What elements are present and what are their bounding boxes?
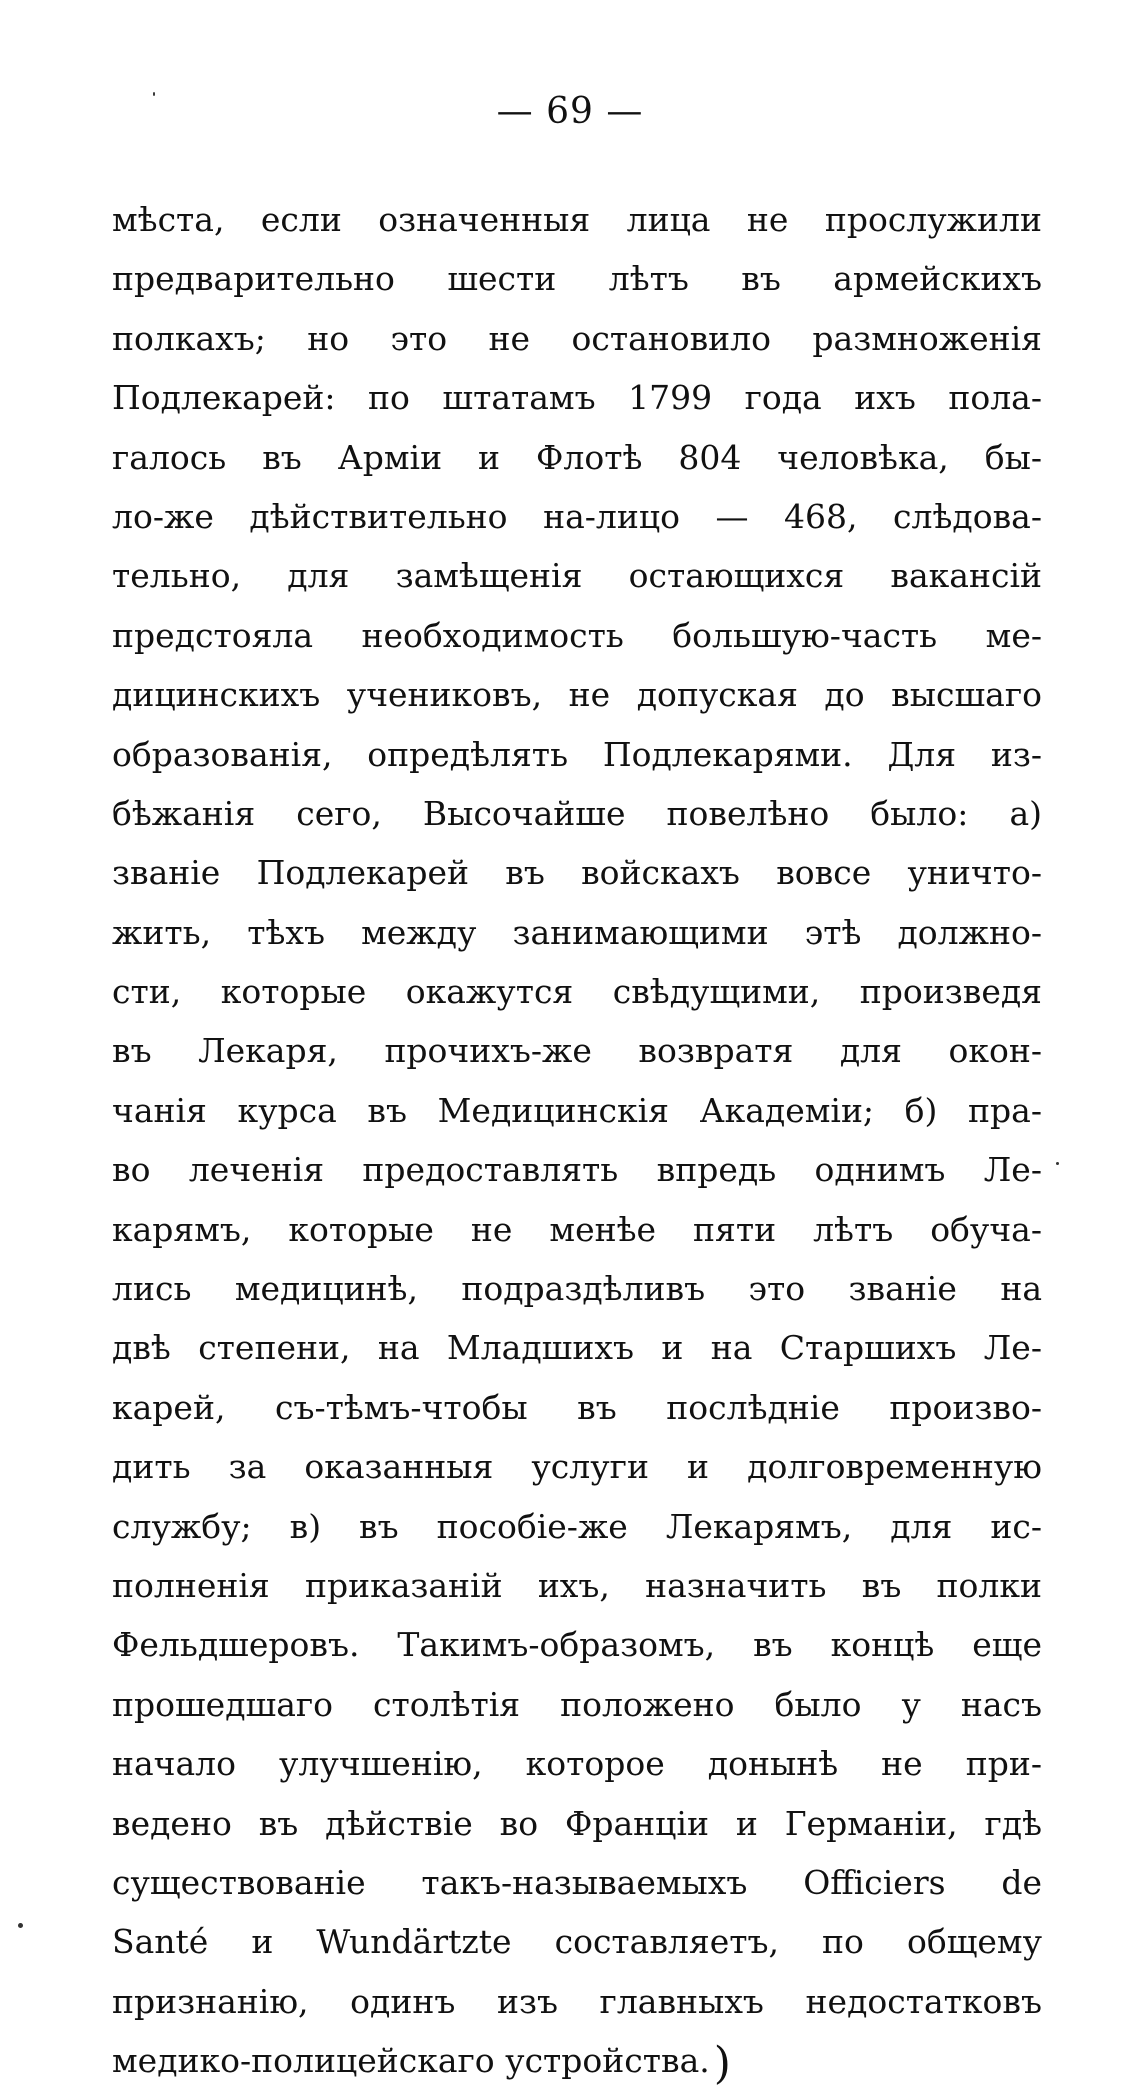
body-text: [112, 190, 1042, 2091]
scan-speck: [153, 92, 155, 96]
text-line: дицинскихъ учениковъ, не допуская до высшаго: [112, 675, 1042, 715]
text-line: Подлекарей: по штатамъ 1799 года ихъ пола-: [112, 378, 1042, 418]
text-line: лись медицинѣ, подраздѣливъ это званіе на: [112, 1269, 1042, 1309]
text-line: предстояла необходимость большую-часть ме-: [112, 615, 1042, 655]
text-line: признанію, одинъ изъ главныхъ недостатковъ: [112, 1981, 1042, 2021]
text-line: карямъ, которые не менѣе пяти лѣтъ обуча-: [112, 1209, 1042, 1249]
text-line: Santé и Wundärtzte составляетъ, по общему: [112, 1922, 1042, 1962]
text-line: начало улучшенію, которое донынѣ не при-: [112, 1744, 1042, 1784]
text-line: существованіе такъ-называемыхъ Officiers de: [112, 1862, 1042, 1902]
page-number: — 69 —: [496, 91, 644, 132]
final-line-text: медико-полицейскаго устройства.: [112, 2041, 710, 2081]
text-line: дить за оказанныя услуги и долговременную: [112, 1447, 1042, 1487]
text-line: ведено въ дѣйствіе во Франціи и Германіи, гдѣ: [112, 1803, 1042, 1843]
text-line: званіе Подлекарей въ войскахъ вовсе уничто-: [112, 853, 1042, 893]
text-line: чанія курса въ Медицинскія Академіи; б) пра-: [112, 1090, 1042, 1130]
text-line: тельно, для замѣщенія остающихся вакансій: [112, 556, 1042, 596]
footnote-closing-mark: ): [713, 2038, 731, 2090]
text-line: сти, которые окажутся свѣдущими, произведя: [112, 972, 1042, 1012]
text-line: образованія, опредѣлять Подлекарями. Для из-: [112, 734, 1042, 774]
scan-speck: [1056, 1162, 1059, 1165]
text-line: мѣста, если означенныя лица не прослужили: [112, 200, 1042, 239]
text-line-final: [112, 2031, 1042, 2090]
text-line: въ Лекаря, прочихъ-же возвратя для окон-: [112, 1031, 1042, 1071]
text-line: жить, тѣхъ между занимающими этѣ должно-: [112, 912, 1042, 952]
text-line: предварительно шести лѣтъ въ армейскихъ: [112, 259, 1042, 299]
text-line: во леченія предоставлять впредь однимъ Ле-: [112, 1150, 1042, 1190]
scan-speck: [18, 1923, 23, 1928]
text-line: прошедшаго столѣтія положено было у насъ: [112, 1684, 1042, 1724]
text-line: галось въ Арміи и Флотѣ 804 человѣка, бы-: [112, 437, 1042, 477]
text-line: двѣ степени, на Младшихъ и на Старшихъ Ле-: [112, 1328, 1042, 1368]
text-line: ло-же дѣйствительно на-лицо — 468, слѣдова-: [112, 496, 1042, 536]
text-line: полненія приказаній ихъ, назначить въ полки: [112, 1565, 1042, 1605]
text-line: Фельдшеровъ. Такимъ-образомъ, въ концѣ еще: [112, 1625, 1042, 1665]
text-line: полкахъ; но это не остановило размноженія: [112, 318, 1042, 358]
text-line: службу; в) въ пособіе-же Лекарямъ, для ис-: [112, 1506, 1042, 1546]
text-line: бѣжанія сего, Высочайше повелѣно было: а): [112, 793, 1042, 833]
text-line: карей, съ-тѣмъ-чтобы въ послѣдніе произво-: [112, 1387, 1042, 1427]
